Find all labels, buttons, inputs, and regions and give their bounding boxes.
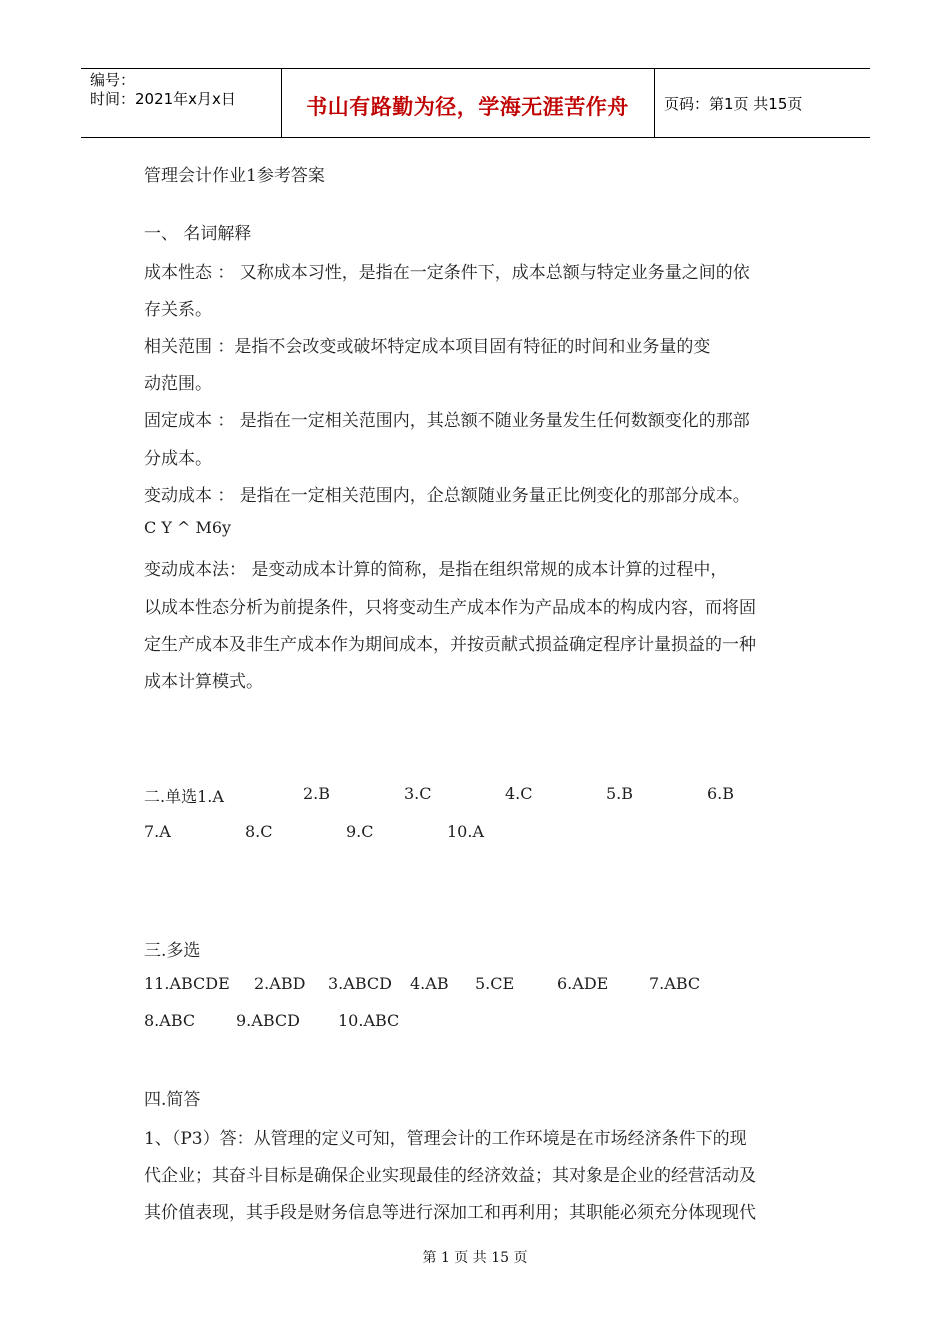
single-choice-answer: 8.C (245, 822, 273, 841)
multi-choice-answer: 9.ABCD (236, 1011, 300, 1030)
definition-line: C Y ^ M6y (144, 518, 232, 537)
multi-choice-answer: 2.ABD (254, 974, 306, 993)
section1-heading: 一、 名词解释 (144, 224, 252, 244)
multi-choice-answer: 10.ABC (338, 1011, 400, 1030)
header-motto: 书山有路勤为径，学海无涯苦作舟 (306, 95, 629, 119)
section4-heading: 四.简答 (144, 1090, 201, 1110)
answer-line: 代企业；其奋斗目标是确保企业实现最佳的经济效益；其对象是企业的经营活动及 (144, 1166, 756, 1186)
number-label: 编号： (90, 71, 136, 89)
document-title: 管理会计作业1参考答案 (144, 166, 325, 186)
definition-line: 成本计算模式。 (144, 672, 263, 692)
multi-choice-answer: 8.ABC (144, 1011, 196, 1030)
definition-line: 定生产成本及非生产成本作为期间成本，并按贡献式损益确定程序计量损益的一种 (144, 635, 756, 655)
single-choice-answer: 9.C (346, 822, 374, 841)
single-choice-answer: 6.B (707, 784, 735, 803)
page-footer: 第 1 页 共 15 页 (422, 1250, 528, 1266)
multi-choice-answer: 6.ADE (557, 974, 609, 993)
definition-line: 动范围。 (144, 374, 212, 394)
multi-choice-answer: 7.ABC (649, 974, 701, 993)
definition-line: 分成本。 (144, 449, 212, 469)
multi-choice-answer: 3.ABCD (328, 974, 392, 993)
multi-choice-answer: 5.CE (475, 974, 515, 993)
definition-line: 存关系。 (144, 300, 212, 320)
definition-line: 固定成本 ： 是指在一定相关范围内，其总额不随业务量发生任何数额变化的那部 (144, 411, 750, 431)
answer-line: 其价值表现，其手段是财务信息等进行深加工和再利用；其职能必须充分体现现代 (144, 1203, 756, 1223)
section3-heading: 三.多选 (144, 941, 201, 961)
single-choice-answer: 4.C (505, 784, 533, 803)
single-choice-answer: 二.单选1.A (144, 787, 224, 806)
single-choice-answer: 3.C (404, 784, 432, 803)
definition-line: 相关范围 ：是指不会改变或破坏特定成本项目固有特征的时间和业务量的变 (144, 337, 711, 357)
definition-line: 变动成本法： 是变动成本计算的简称，是指在组织常规的成本计算的过程中， (144, 560, 728, 580)
page-header (81, 68, 870, 138)
time-label: 时间：2021年x月x日 (90, 90, 236, 108)
single-choice-answer: 7.A (144, 822, 171, 841)
definition-line: 变动成本 ： 是指在一定相关范围内，企总额随业务量正比例变化的那部分成本。 (144, 486, 750, 506)
header-page-number: 页码：第1页 共15页 (664, 95, 803, 113)
single-choice-answer: 2.B (303, 784, 331, 803)
multi-choice-answer: 4.AB (410, 974, 449, 993)
definition-line: 成本性态 ： 又称成本习性，是指在一定条件下，成本总额与特定业务量之间的依 (144, 263, 750, 283)
definition-line: 以成本性态分析为前提条件，只将变动生产成本作为产品成本的构成内容，而将固 (144, 598, 756, 618)
answer-line: 1、（P3）答：从管理的定义可知，管理会计的工作环境是在市场经济条件下的现 (144, 1129, 747, 1149)
header-meta (90, 71, 236, 109)
multi-choice-answer: 11.ABCDE (144, 974, 230, 993)
single-choice-answer: 10.A (447, 822, 484, 841)
single-choice-answer: 5.B (606, 784, 634, 803)
header-divider (654, 69, 655, 137)
